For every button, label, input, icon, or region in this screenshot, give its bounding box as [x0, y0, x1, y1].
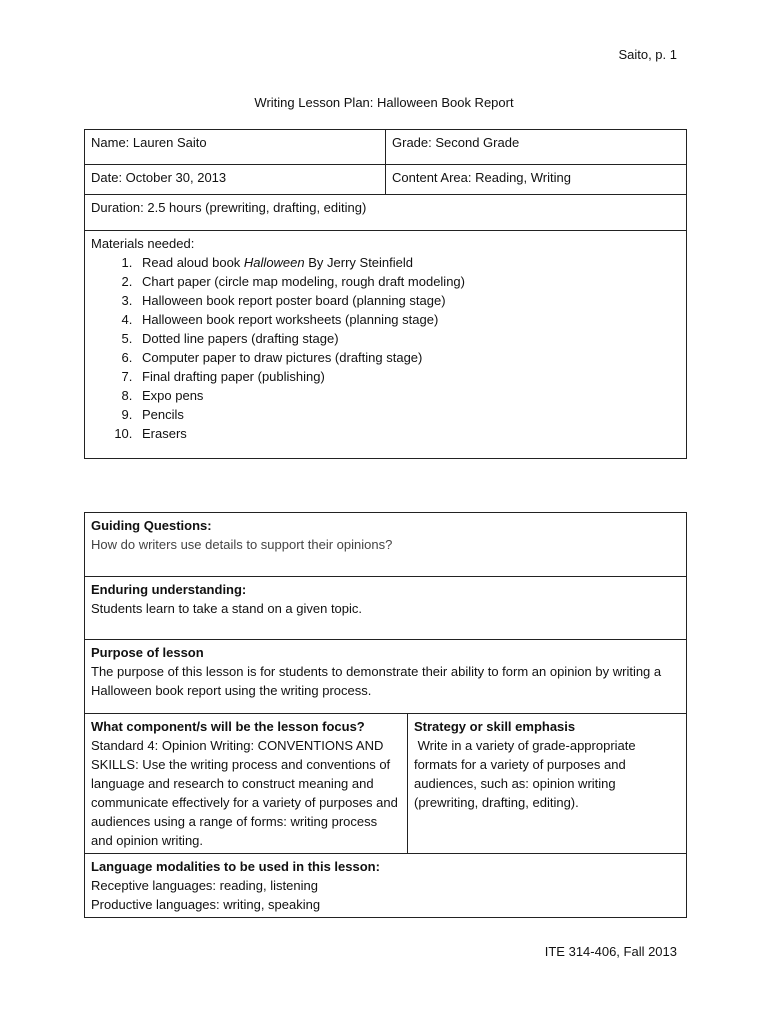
grade-cell: Grade: Second Grade — [386, 130, 687, 165]
list-item: 1. Read aloud book Halloween By Jerry Steinfield — [136, 253, 680, 272]
materials-heading: Materials needed: — [91, 236, 195, 251]
content-area-cell: Content Area: Reading, Writing — [386, 165, 687, 195]
language-modalities-cell — [85, 854, 687, 918]
lesson-focus-text: Standard 4: Opinion Writing: CONVENTIONS AND SKILLS: Use the writing process and conventions of language and research to construct meaning and communicate effectively for a variety of purposes and audiences using a range of forms: writing process and opinion writing. — [91, 738, 398, 848]
date-cell: Date: October 30, 2013 — [85, 165, 386, 195]
list-item: 7. Final drafting paper (publishing) — [136, 367, 680, 386]
list-item: 3. Halloween book report poster board (planning stage) — [136, 291, 680, 310]
enduring-understanding-heading: Enduring understanding: — [91, 582, 247, 597]
strategy-cell — [408, 714, 687, 854]
book-title: Halloween — [243, 255, 305, 270]
list-item: 2. Chart paper (circle map modeling, rough draft modeling) — [136, 272, 680, 291]
list-item: 8. Expo pens — [136, 386, 680, 405]
lesson-details-table — [84, 512, 687, 918]
strategy-text: Write in a variety of grade-appropriate formats for a variety of purposes and audiences, such as: opinion writing (prewriting, drafting, editing). — [414, 738, 640, 810]
page-reference: Saito, p. 1 — [618, 47, 677, 62]
materials-list — [91, 253, 680, 443]
lesson-focus-heading: What component/s will be the lesson focus? — [91, 719, 365, 734]
duration-cell: Duration: 2.5 hours (prewriting, drafting, editing) — [85, 195, 687, 231]
receptive-languages: Receptive languages: reading, listening — [91, 878, 318, 893]
guiding-questions-text: How do writers use details to support their opinions? — [91, 537, 393, 552]
materials-cell — [85, 231, 687, 459]
list-item: 4. Halloween book report worksheets (planning stage) — [136, 310, 680, 329]
lesson-focus-cell — [85, 714, 408, 854]
enduring-understanding-text: Students learn to take a stand on a given topic. — [91, 601, 363, 616]
name-cell: Name: Lauren Saito — [85, 130, 386, 165]
language-modalities-heading: Language modalities to be used in this lesson: — [91, 859, 380, 874]
purpose-cell — [85, 640, 687, 714]
list-item: 5. Dotted line papers (drafting stage) — [136, 329, 680, 348]
purpose-text: The purpose of this lesson is for students to demonstrate their ability to form an opinion by writing a Halloween book report using the writing process. — [91, 664, 662, 698]
document-title: Writing Lesson Plan: Halloween Book Report — [254, 95, 514, 110]
guiding-questions-heading: Guiding Questions: — [91, 518, 212, 533]
course-footer: ITE 314-406, Fall 2013 — [544, 944, 677, 959]
strategy-heading: Strategy or skill emphasis — [414, 719, 576, 734]
list-item: 9. Pencils — [136, 405, 680, 424]
lesson-info-table — [84, 129, 687, 459]
purpose-heading: Purpose of lesson — [91, 645, 204, 660]
enduring-understanding-cell — [85, 577, 687, 640]
list-item: 6. Computer paper to draw pictures (drafting stage) — [136, 348, 680, 367]
guiding-questions-cell — [85, 513, 687, 577]
productive-languages: Productive languages: writing, speaking — [91, 897, 321, 912]
list-item: 10. Erasers — [136, 424, 680, 443]
